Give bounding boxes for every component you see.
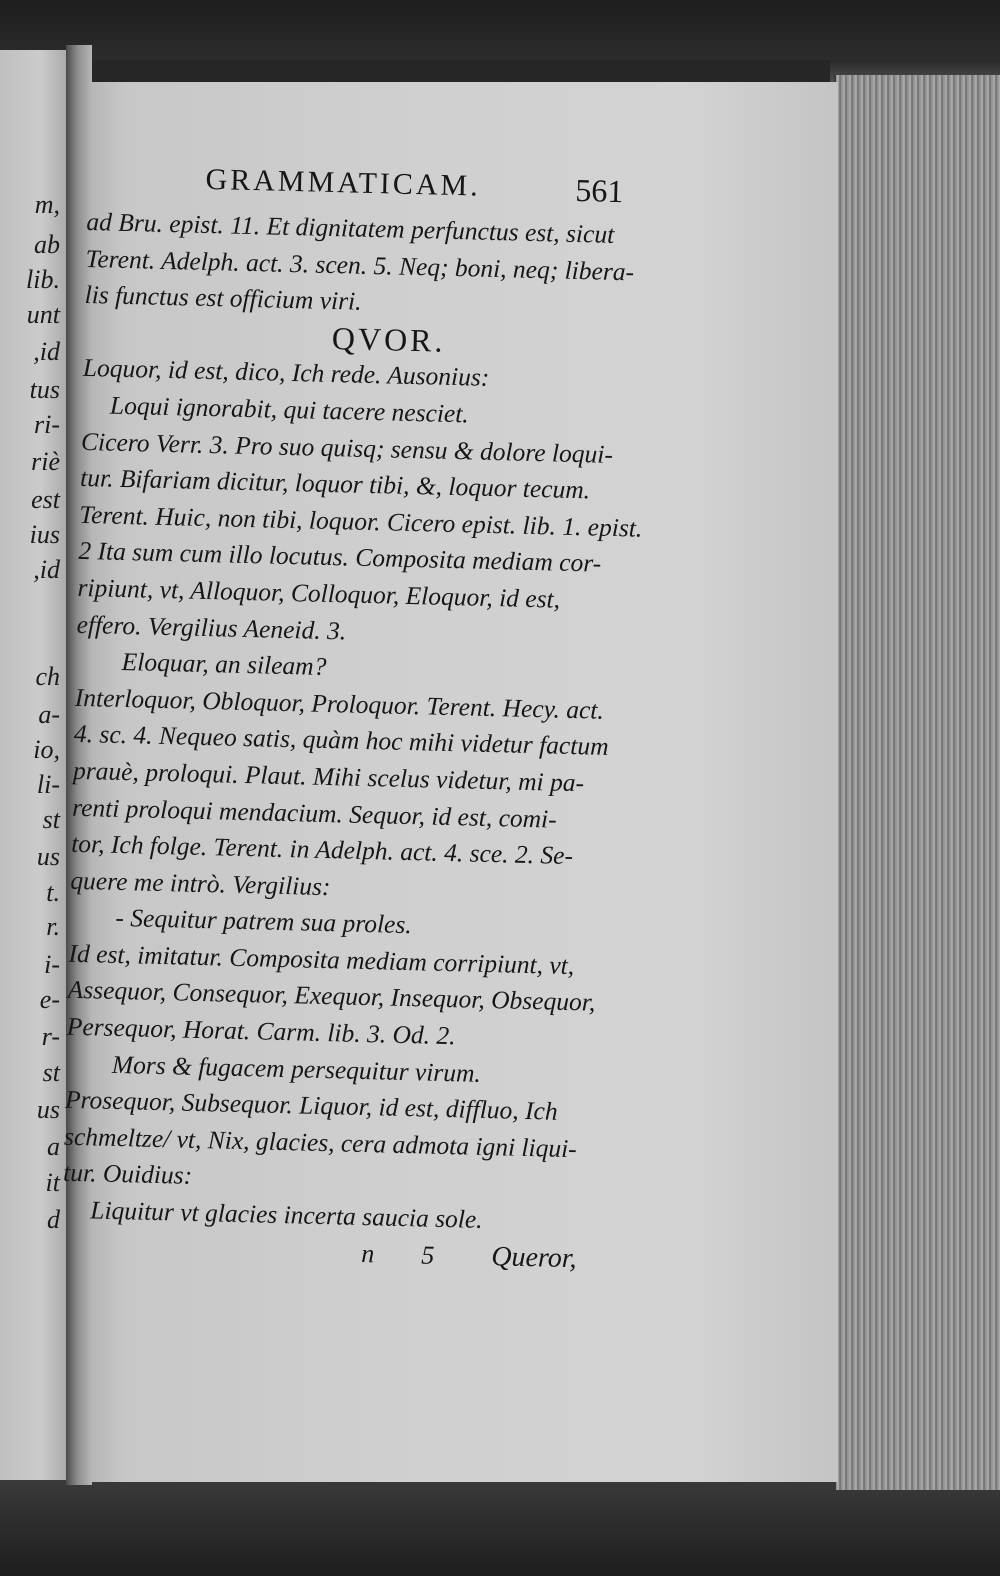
page-text-block [61, 160, 658, 1279]
verse-line: Liquitur vt glacies incerta saucia sole. [89, 1195, 483, 1234]
page-number: 561 [574, 171, 624, 210]
left-fragment: st [42, 805, 60, 834]
text-line: schmeltze/ vt, Nix, glacies, cera admota igni liqui- [63, 1121, 578, 1164]
left-fragment: ius [29, 520, 60, 549]
background-top [0, 0, 1000, 60]
left-fragment: a [47, 1132, 60, 1161]
text-line: Terent. Adelph. act. 3. scen. 5. Neq; boni, neq; libera- [85, 243, 635, 286]
left-fragment: lib. [26, 265, 60, 294]
left-fragment: m, [34, 190, 60, 219]
section-heading: QVOR. [331, 319, 446, 359]
verse-line: Loqui ignorabit, qui tacere nesciet. [109, 390, 470, 429]
text-line: Prosequor, Subsequor. Liquor, id est, diffluo, Ich [64, 1084, 559, 1127]
text-line: tur. Bifariam dicitur, loquor tibi, &, loquor tecum. [79, 463, 591, 505]
left-fragment: ab [34, 230, 60, 259]
verse-line: Mors & fugacem persequitur virum. [111, 1049, 482, 1088]
verse-line: - Sequitur patrem sua proles. [115, 903, 413, 940]
verse-line: Eloquar, an sileam? [121, 647, 327, 682]
text-line: ad Bru. epist. 11. Et dignitatem perfunctus est, sicut [86, 206, 615, 249]
left-fragment: i- [44, 950, 60, 979]
left-fragment: ,id [33, 555, 60, 584]
left-page-text [0, 50, 60, 1450]
text-line: Assequor, Consequor, Exequor, Insequor, Obsequor, [67, 975, 596, 1018]
left-fragment: us [36, 1095, 60, 1124]
catchword: Queror, [490, 1240, 578, 1274]
text-line: Cicero Verr. 3. Pro suo quisq; sensu & dolore loqui- [80, 426, 614, 469]
left-fragment: t. [46, 878, 60, 907]
left-fragment: io, [33, 735, 60, 764]
text-line: tor, Ich folge. Terent. in Adelph. act. 4. sce. 2. Se- [70, 828, 574, 871]
left-fragment: ri- [34, 410, 60, 439]
text-line: Id est, imitatur. Composita mediam corripiunt, vt, [68, 938, 575, 980]
background-bottom [0, 1478, 1000, 1576]
left-fragment: e- [39, 985, 60, 1014]
left-fragment: st [42, 1058, 60, 1087]
signature-mark: n [361, 1238, 375, 1268]
text-line: 2 Ita sum cum illo locutus. Composita mediam cor- [78, 536, 602, 578]
left-fragment: ,id [33, 337, 60, 366]
running-head: GRAMMATICAM. [205, 162, 482, 203]
text-line: renti proloqui mendacium. Sequor, id est, comi- [71, 792, 558, 834]
left-fragment: unt [26, 300, 60, 329]
left-fragment: est [31, 485, 60, 514]
text-line: tur. Ouidius: [62, 1158, 193, 1191]
left-fragment: tus [29, 375, 60, 404]
left-fragment: a- [38, 700, 60, 729]
left-fragment: r. [46, 912, 60, 941]
text-line: Loquor, id est, dico, Ich rede. Ausonius: [82, 353, 490, 393]
text-line: 4. sc. 4. Nequeo satis, quàm hoc mihi videtur factum [73, 719, 609, 762]
left-fragment: riè [31, 447, 60, 476]
text-line: quere me intrò. Vergilius: [70, 865, 331, 901]
text-line: Persequor, Horat. Carm. lib. 3. Od. 2. [66, 1011, 456, 1051]
text-line: Terent. Huic, non tibi, loquor. Cicero epist. lib. 1. epist. [78, 499, 643, 543]
signature-number: 5 [421, 1240, 435, 1270]
left-fragment: r- [41, 1022, 60, 1051]
left-fragment: d [47, 1205, 60, 1234]
text-line: ripiunt, vt, Alloquor, Colloquor, Eloquor, id est, [77, 572, 561, 614]
left-fragment: us [36, 842, 60, 871]
text-line: prauè, proloqui. Plaut. Mihi scelus videtur, mi pa- [72, 755, 585, 798]
text-line: effero. Vergilius Aeneid. 3. [76, 609, 347, 645]
text-line: lis functus est officium viri. [84, 280, 362, 316]
left-fragment: it [45, 1168, 60, 1197]
left-fragment: ch [35, 662, 60, 691]
left-fragment: li- [36, 770, 60, 799]
page-block-edge [834, 75, 1000, 1490]
text-line: Interloquor, Obloquor, Proloquor. Terent. Hecy. act. [74, 682, 605, 725]
